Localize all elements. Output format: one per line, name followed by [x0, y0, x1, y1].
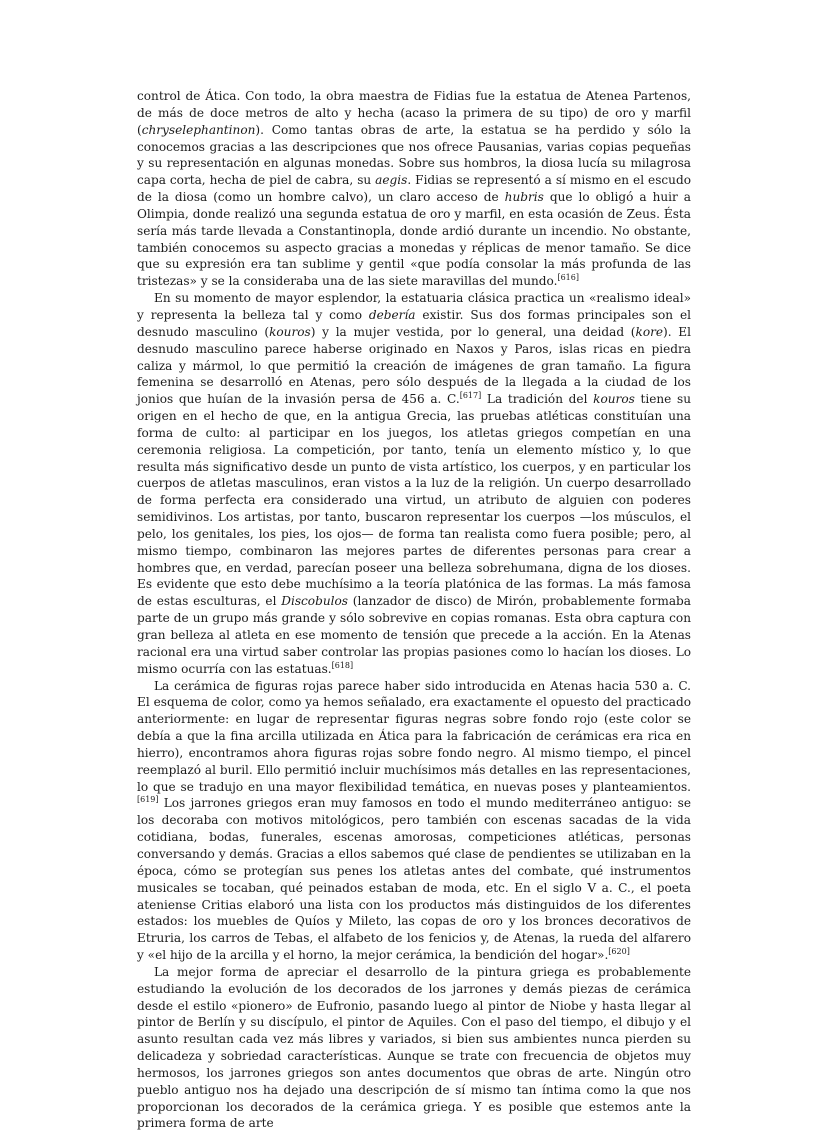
italic-term: hubris: [504, 190, 544, 205]
footnote-ref: [620]: [608, 947, 630, 957]
text-run: tiene su origen en el hecho de que, en la antigua Grecia, las pruebas atléticas constituían una forma de culto: al participar en los juegos, los atletas griegos competían en una ceremonia religiosa. La competición, por tanto, tenía un elemento místico y, lo que resulta más significativo desde un punto de vista artístico, los cuerpos, y en particular los cuerpos de atletas masculinos, eran vistos a la luz de la religión. Un cuerpo desarrollado de forma perfecta era considerado una virtud, un atributo de alguien con poderes semidivinos. Los artistas, por tanto, buscaron representar los cuerpos —los músculos, el pelo, los genitales, los pies, los ojos— de forma tan realista como fuera posible; pero, al mismo tiempo, combinaron las mejores partes de diferentes personas para crear a hombres que, en verdad, parecían poseer una belleza sobrehumana, digna de los dioses. Es evidente que esto debe muchísimo a la teoría platónica de las formas. La más famosa de estas esculturas, el: [137, 392, 691, 609]
paragraph-2: [137, 290, 691, 677]
italic-term: debería: [368, 307, 416, 322]
text-run: ) y la mujer vestida, por lo general, una deidad (: [310, 324, 636, 339]
text-run: (lanzador de disco) de Mirón, probablemente formaba parte de un grupo más grande y sólo sobrevive en copias romanas. Esta obra captura con gran belleza al atleta en ese momento de tensión que precede a la acción. En la Atenas racional era una virtud saber controlar las propias pasiones como lo hacían los dioses. Lo mismo ocurría con las estatuas.: [137, 594, 691, 676]
footnote-ref: [616]: [557, 273, 579, 283]
italic-term: Discobulos: [281, 594, 348, 609]
text-run: ). Como tantas obras de arte, la estatua se ha perdido y sólo la conocemos gracias a las descripciones que nos ofrece Pausanias, varias copias pequeñas y su representación en algunas monedas. Sobre sus hombros, la diosa lucía su milagrosa capa corta, hecha de piel de cabra, su: [137, 122, 691, 188]
text-run: La tradición del: [481, 392, 594, 407]
footnote-ref: [618]: [331, 660, 354, 670]
text-run: ). El desnudo masculino parece haberse originado en Naxos y Paros, islas ricas en piedra caliza y mármol, lo que permitió la creación de imágenes de gran tamaño. La figura femenina se desarrolló en Atenas, pero sólo después de la llegada a la ciudad de los jonios que huían de la invasión persa de 456 a. C.: [137, 324, 692, 407]
paragraph-4: [137, 964, 691, 1132]
paragraph-3: [137, 678, 691, 964]
italic-term: kouros: [269, 324, 311, 339]
text-run: La cerámica de figuras rojas parece haber sido introducida en Atenas hacia 530 a. C. El esquema de color, como ya hemos señalado, era exactamente el opuesto del practicado anteriormente: en lugar de representar figuras negras sobre fondo rojo (este color se debía a que la fina arcilla utilizada en Ática para la fabricación de cerámicas era rica en hierro), encontramos ahora figuras rojas sobre fondo negro. Al mismo tiempo, el pincel reemplazó al buril. Ello permitió incluir muchísimos más detalles en las representaciones, lo que se tradujo en una mayor flexibilidad temática, en nuevas poses y planteamientos.: [137, 678, 691, 794]
text-run: La mejor forma de apreciar el desarrollo de la pintura griega es probablemente estudiando la evolución de los decorados de los jarrones y demás piezas de cerámica desde el estilo «pionero» de Eufronio, pasando luego al pintor de Niobe y hasta llegar al pintor de Berlín y su discípulo, el pintor de Aquiles. Con el paso del tiempo, el dibujo y el asunto resultan cada vez más libres y variados, si bien sus ambientes nunca pierden su delicadeza y sobriedad características. Aunque se trate con frecuencia de objetos muy hermosos, los jarrones griegos son antes documentos que obras de arte. Ningún otro pueblo antiguo nos ha dejado una descripción de sí mismo tan íntima como la que nos proporcionan los decorados de la cerámica griega. Y es posible que estemos ante la primera forma de arte: [137, 964, 691, 1131]
paragraph-1: [137, 88, 691, 290]
italic-term: aegis: [375, 173, 408, 188]
text-run: existir. Sus dos formas principales son el desnudo masculino (: [137, 307, 691, 339]
text-run: Los jarrones griegos eran muy famosos en todo el mundo mediterráneo antiguo: se los decoraba con motivos mitológicos, pero también con escenas sacadas de la vida cotidiana, bodas, funerales, escenas amorosas, competiciones atléticas, personas conversando y demás. Gracias a ellos sabemos qué clase de pendientes se utilizaban en la época, cómo se protegían sus penes los atletas antes del combate, qué instrumentos musicales se tocaban, qué peinados estaban de moda, etc. En el siglo V a. C., el poeta ateniense Critias elaboró una lista con los productos más distinguidos de los diferentes estados: los muebles de Quíos y Mileto, las copas de oro y los bronces decorativos de Etruria, los carros de Tebas, el alfabeto de los fenicios y, de Atenas, la rueda del alfarero y «el hijo de la arcilla y el horno, la mejor cerámica, la bendición del hogar».: [137, 796, 691, 963]
text-run: que lo obligó a huir a Olimpia, donde realizó una segunda estatua de oro y marfil, en esta ocasión de Zeus. Ésta sería más tarde llevada a Constantinopla, donde ardió durante un incendio. No obstante, también conocemos su aspecto gracias a monedas y réplicas de menor tamaño. Se dice que su expresión era tan sublime y gentil «que podía consolar la más profunda de las tristezas» y se la consideraba una de las siete maravillas del mundo.: [137, 190, 691, 289]
italic-term: chryselephantinon: [141, 122, 256, 137]
text-run: control de Ática. Con todo, la obra maestra de Fidias fue la estatua de Atenea Partenos, de más de doce metros de alto y hecha (acaso la primera de su tipo) de oro y marfil (: [137, 89, 691, 137]
text-run: En su momento de mayor esplendor, la estatuaria clásica practica un «realismo ideal» y representa la belleza tal y como: [137, 291, 691, 322]
text-run: . Fidias se representó a sí mismo en el escudo de la diosa (como un hombre calvo), un claro acceso de: [137, 173, 691, 205]
footnote-ref: [619]: [137, 795, 159, 805]
document-page: [137, 88, 691, 1132]
footnote-ref: [617]: [459, 391, 482, 401]
italic-term: kouros: [593, 392, 635, 407]
italic-term: kore: [635, 324, 664, 339]
